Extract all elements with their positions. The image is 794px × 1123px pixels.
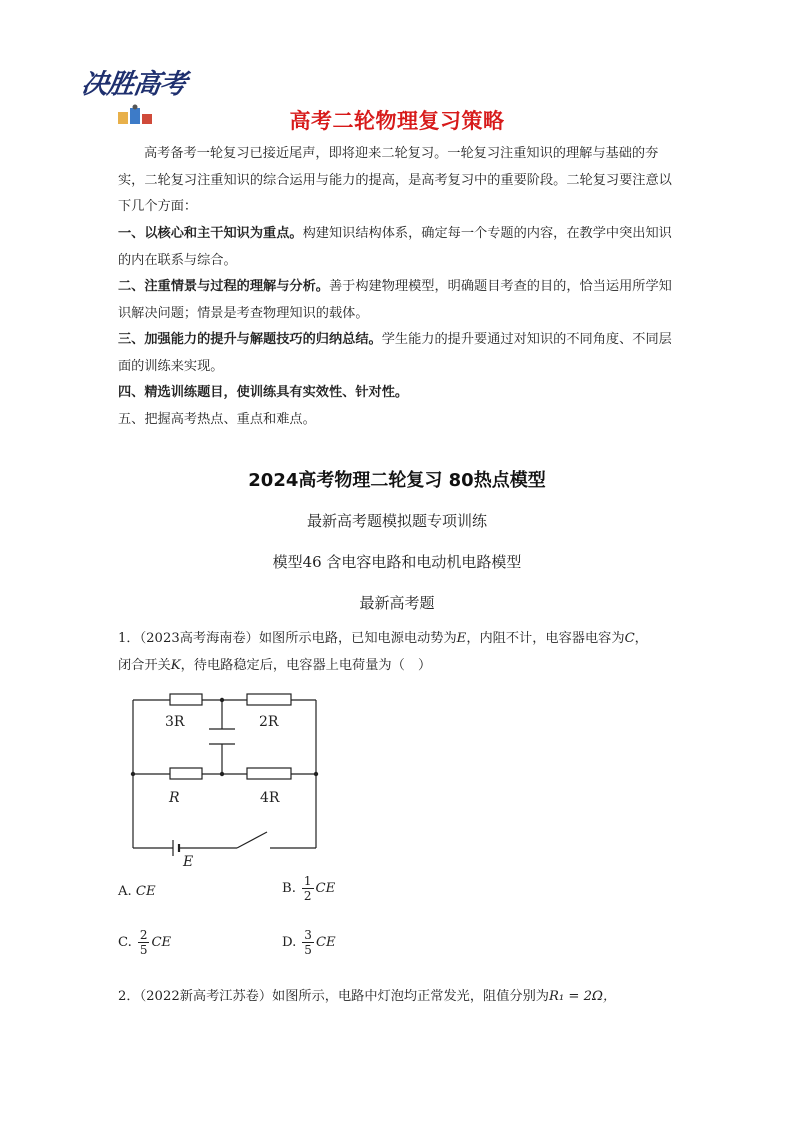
model-name: 模型46 含电容电路和电动机电路模型 [272,553,522,571]
fraction [138,928,150,957]
question-text: ，内阻不计，电容器电容为 [466,631,625,646]
model-title: 2024高考物理二轮复习 80热点模型 [248,470,546,491]
question-1-text [118,626,684,679]
switch-icon [237,832,267,848]
variable: K [170,657,181,673]
strategy-point-5 [118,407,684,434]
option-value: CE [151,935,172,950]
option-b[interactable] [282,874,335,903]
strategy-point-3 [118,327,684,380]
question-text: 2．（2022新高考江苏卷）如图所示，电路中灯泡均正常发光，阻值分别为 [118,989,549,1004]
variable: E [456,631,467,646]
question-text: ， [634,631,648,646]
model-subtitle: 最新高考题模拟题专项训练 [306,512,487,530]
fraction-numerator: 3 [304,928,312,942]
source-label: E [183,854,194,868]
strategy-point-text: 构建知识结构体系，确定每一个专题的内容，在教学中突出知识的内在联系与综合。 [118,226,672,268]
strategy-point-text: 五、把握高考热点、重点和难点。 [118,412,316,427]
intro-paragraph: 高考备考一轮复习已接近尾声，即将迎来二轮复习。一轮复习注重知识的理解与基础的夯实，二轮复习注重知识的综合运用与能力的提高，是高考复习中的重要阶段。二轮复习要注意以下几个方面： [118,146,672,214]
question-text: 1．（2023高考海南卷）如图所示电路，已知电源电动势为 [118,631,457,646]
option-value: CE [315,935,336,950]
strategy-point-4 [118,380,684,407]
question-text: 闭合开关 [118,657,171,673]
fraction [302,874,314,903]
resistor-label: R [169,790,180,806]
option-value: CE [315,881,336,896]
option-d[interactable] [282,928,336,957]
strategy-point-text: 善于构建物理模型，明确题目考查的目的，恰当运用所学知识解决问题；情景是考查物理知识的载体。 [118,279,672,321]
fraction-denominator: 5 [139,943,148,957]
resistor-2r [247,694,291,705]
circuit-diagram [125,688,325,868]
strategy-point-text: 学生能力的提升要通过对知识的不同角度、不同层面的训练来实现。 [118,332,672,374]
strategy-point-1 [118,221,684,274]
option-label: C. [118,935,132,950]
strategy-point-heading: 三、加强能力的提升与解题技巧的归纳总结。 [118,332,382,347]
resistor-4r [247,768,291,779]
strategy-point-heading: 四、精选训练题目，使训练具有实效性、针对性。 [118,385,409,400]
strategy-point-heading: 一、以核心和主干知识为重点。 [118,226,303,241]
strategy-point-2 [118,274,684,327]
option-value: CE [135,884,156,899]
option-label: A. [118,884,132,899]
resistor-label: 4R [260,790,280,806]
resistor-r [170,768,202,779]
fraction-numerator: 2 [139,928,148,942]
fraction-denominator: 2 [303,889,312,903]
section-heading: 最新高考题 [359,594,435,612]
question-text: ，待电路稳定后，电容器上电荷量为（ ） [180,657,432,673]
option-c[interactable] [118,928,171,957]
resistor-3r [170,694,202,705]
formula: R₁ = 2Ω， [548,989,617,1004]
fraction [302,928,314,957]
resistor-label: 3R [165,714,185,730]
fraction-numerator: 1 [303,874,312,888]
option-label: B. [282,881,296,896]
resistor-label: 2R [259,714,279,730]
question-2-text [118,984,698,1011]
option-a[interactable] [118,884,156,899]
fraction-denominator: 5 [304,943,312,957]
page-title: 高考二轮物理复习策略 [289,109,505,133]
variable: C [624,631,635,646]
option-label: D. [282,935,297,950]
logo-text: 决胜高考 [79,69,188,100]
strategy-point-heading: 二、注重情景与过程的理解与分析。 [118,279,329,294]
